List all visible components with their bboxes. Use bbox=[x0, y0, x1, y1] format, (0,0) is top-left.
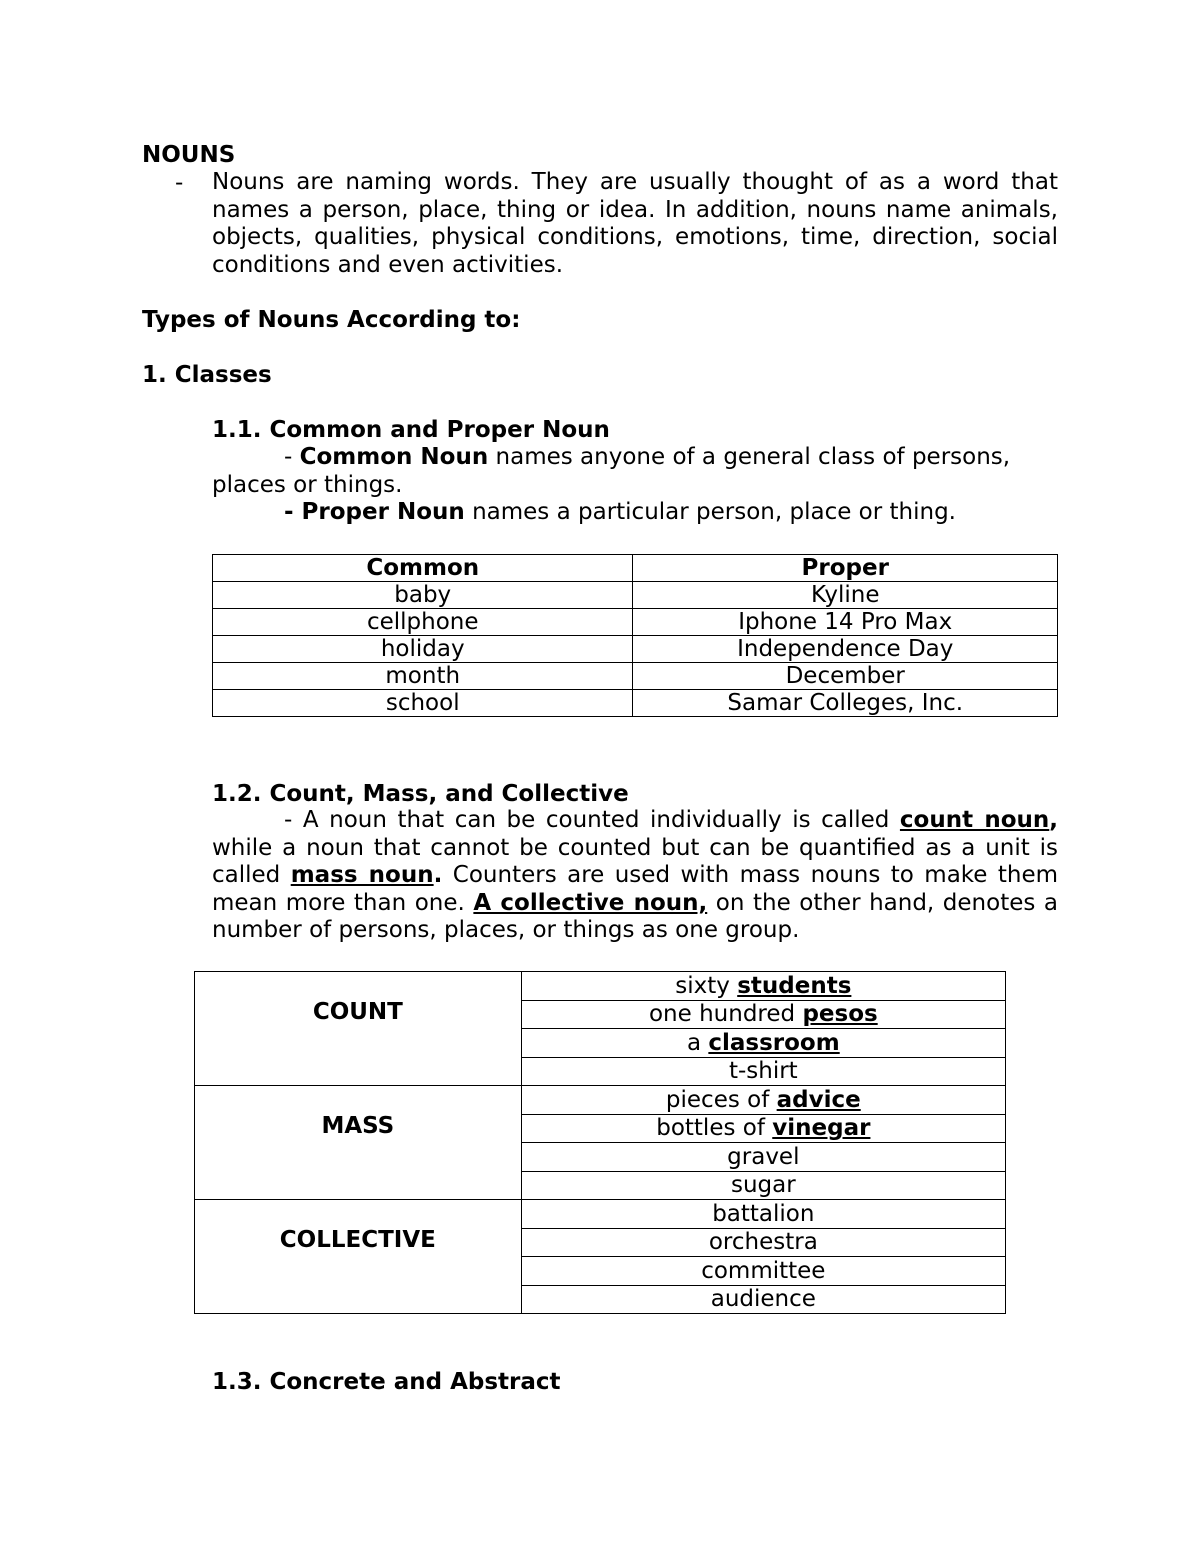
collective-noun-term: A collective noun, bbox=[473, 889, 708, 916]
table-row bbox=[195, 972, 1006, 1001]
example-cell: battalion bbox=[521, 1200, 1005, 1229]
section-1-1-title: 1.1. Common and Proper Noun bbox=[212, 417, 610, 443]
example-cell: bottles of vinegar bbox=[521, 1114, 1005, 1143]
table-row bbox=[195, 1086, 1006, 1115]
common-cell: baby bbox=[213, 582, 633, 609]
example-cell: pieces of advice bbox=[521, 1086, 1005, 1115]
common-noun-term: Common Noun bbox=[299, 444, 489, 470]
mass-noun-term: mass noun bbox=[290, 862, 434, 888]
page-title: NOUNS bbox=[142, 142, 236, 168]
highlighted-noun: advice bbox=[776, 1086, 861, 1113]
highlighted-noun: students bbox=[737, 972, 852, 999]
proper-cell: Independence Day bbox=[633, 636, 1058, 663]
proper-noun-definition: - Proper Noun names a particular person, place or thing. bbox=[284, 499, 956, 525]
common-cell: cellphone bbox=[213, 609, 633, 636]
table-row bbox=[213, 582, 1058, 609]
common-cell: holiday bbox=[213, 636, 633, 663]
table-header-common: Common bbox=[213, 555, 633, 582]
types-heading: Types of Nouns According to: bbox=[142, 307, 521, 333]
common-cell: school bbox=[213, 690, 633, 717]
table-row bbox=[213, 663, 1058, 690]
table-header-proper: Proper bbox=[633, 555, 1058, 582]
count-noun-term: count noun bbox=[899, 807, 1050, 833]
common-noun-definition-cont: places or things. bbox=[212, 472, 403, 498]
table-row bbox=[213, 609, 1058, 636]
highlighted-noun: pesos bbox=[802, 1001, 878, 1028]
group-label: MASS bbox=[195, 1086, 522, 1200]
common-proper-table bbox=[212, 554, 1058, 717]
highlighted-noun: vinegar bbox=[772, 1115, 871, 1142]
common-cell: month bbox=[213, 663, 633, 690]
bullet-dash: - bbox=[175, 170, 184, 196]
count-mass-collective-paragraph: - A noun that can be counted individually is called count noun, while a noun that cannot be counted but can be quantified as a unit is called mass noun. Counters are used with mass nouns to make them mean more than one. A collective noun, on the other hand, denotes a number of persons, places, or things as one group. bbox=[212, 807, 1059, 943]
group-label: COLLECTIVE bbox=[195, 1200, 522, 1314]
example-cell: a classroom bbox=[521, 1029, 1005, 1058]
common-noun-definition: - Common Noun names anyone of a general class of persons, bbox=[284, 444, 1011, 470]
table-row bbox=[213, 636, 1058, 663]
example-cell: sugar bbox=[521, 1171, 1005, 1200]
example-cell: audience bbox=[521, 1285, 1005, 1314]
table-row bbox=[195, 1200, 1006, 1229]
proper-cell: Kyline bbox=[633, 582, 1058, 609]
group-label: COUNT bbox=[195, 972, 522, 1086]
section-1-3-title: 1.3. Concrete and Abstract bbox=[212, 1369, 561, 1395]
example-cell: one hundred pesos bbox=[521, 1000, 1005, 1029]
proper-cell: December bbox=[633, 663, 1058, 690]
intro-paragraph: Nouns are naming words. They are usually thought of as a word that names a person, place, thing or idea. In addition, nouns name animals, objects, qualities, physical conditions, emotions, time, direction, social conditions and even activities. bbox=[212, 169, 1058, 278]
highlighted-noun: classroom bbox=[708, 1029, 840, 1056]
proper-noun-term: - Proper Noun bbox=[284, 499, 465, 525]
section-1-title: 1. Classes bbox=[142, 362, 272, 388]
example-cell: gravel bbox=[521, 1143, 1005, 1172]
example-cell: t-shirt bbox=[521, 1057, 1005, 1086]
example-cell: sixty students bbox=[521, 972, 1005, 1001]
proper-cell: Iphone 14 Pro Max bbox=[633, 609, 1058, 636]
count-mass-collective-table bbox=[194, 971, 1006, 1314]
table-row bbox=[213, 690, 1058, 717]
section-1-2-title: 1.2. Count, Mass, and Collective bbox=[212, 781, 629, 807]
example-cell: orchestra bbox=[521, 1228, 1005, 1257]
proper-cell: Samar Colleges, Inc. bbox=[633, 690, 1058, 717]
example-cell: committee bbox=[521, 1257, 1005, 1286]
